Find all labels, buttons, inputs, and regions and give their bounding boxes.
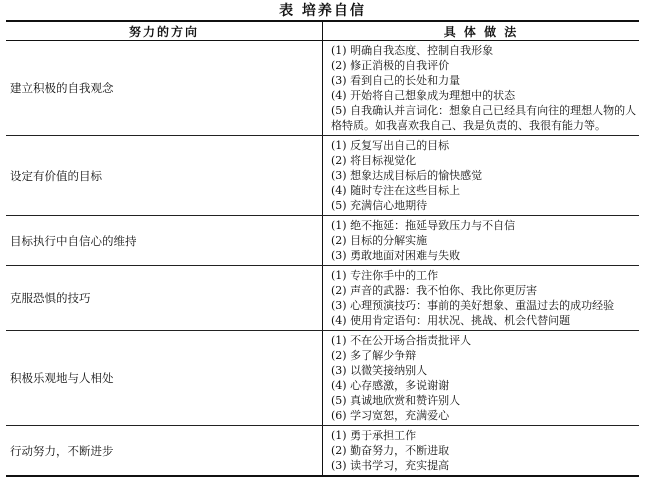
row-methods (323, 41, 640, 136)
row-methods (323, 266, 640, 331)
method-item: (3) 勇敢地面对困难与失败 (331, 249, 461, 262)
method-item: (3) 看到自己的长处和力量 (331, 74, 461, 87)
method-item: (4) 随时专注在这些目标上 (331, 184, 461, 197)
method-item: (1) 勇于承担工作 (331, 429, 417, 442)
row-aspect: 建立积极的自我观念 (6, 41, 323, 136)
table-row (6, 331, 639, 426)
row-aspect: 目标执行中自信心的维持 (6, 216, 323, 266)
table-row (6, 426, 639, 477)
row-aspect: 克服恐惧的技巧 (6, 266, 323, 331)
method-item: (2) 勤奋努力，不断进取 (331, 444, 450, 457)
method-item: (2) 声音的武器：我不怕你、我比你更厉害 (331, 284, 538, 297)
method-item: (3) 心理预演技巧：事前的美好想象、重温过去的成功经验 (331, 299, 615, 312)
row-aspect: 行动努力，不断进步 (6, 426, 323, 477)
method-item: (4) 使用肯定语句：用状况、挑战、机会代替问题 (331, 314, 571, 327)
method-item: (1) 专注你手中的工作 (331, 269, 439, 282)
row-methods (323, 426, 640, 477)
column-header-methods: 具 体 做 法 (323, 21, 640, 41)
method-item: (2) 多了解少争辩 (331, 349, 417, 362)
method-item: (1) 不在公开场合指责批评人 (331, 334, 472, 347)
table-row (6, 41, 639, 136)
table-row (6, 266, 639, 331)
method-item: (5) 自我确认并言词化：想象自己已经具有向往的理想人物的人格特质。如我喜欢我自己、我是负责的、我很有能力等。 (331, 104, 637, 132)
method-item: (3) 想象达成目标后的愉快感觉 (331, 169, 483, 182)
table-row (6, 216, 639, 266)
method-item: (1) 绝不拖延：拖延导致压力与不自信 (331, 219, 516, 232)
table-title: 表 培养自信 (279, 3, 366, 19)
method-item: (2) 目标的分解实施 (331, 234, 428, 247)
method-item: (4) 心存感激，多说谢谢 (331, 379, 450, 392)
row-aspect: 设定有价值的目标 (6, 136, 323, 216)
table-header-row (6, 21, 639, 41)
row-methods (323, 216, 640, 266)
self-confidence-table (6, 20, 639, 477)
method-item: (5) 真诚地欣赏和赞许别人 (331, 394, 461, 407)
method-item: (3) 以微笑接纳别人 (331, 364, 428, 377)
method-item: (2) 修正消极的自我评价 (331, 59, 450, 72)
table-row (6, 136, 639, 216)
row-aspect: 积极乐观地与人相处 (6, 331, 323, 426)
method-item: (5) 充满信心地期待 (331, 199, 428, 212)
method-item: (1) 明确自我态度、控制自我形象 (331, 44, 494, 57)
method-item: (2) 将目标视觉化 (331, 154, 417, 167)
method-item: (4) 开始将自己想象成为理想中的状态 (331, 89, 516, 102)
method-item: (6) 学习宽恕，充满爱心 (331, 409, 450, 422)
method-item: (3) 读书学习，充实提高 (331, 459, 450, 472)
column-header-direction: 努力的方向 (6, 21, 323, 41)
row-methods (323, 136, 640, 216)
row-methods (323, 331, 640, 426)
method-item: (1) 反复写出自己的目标 (331, 139, 450, 152)
